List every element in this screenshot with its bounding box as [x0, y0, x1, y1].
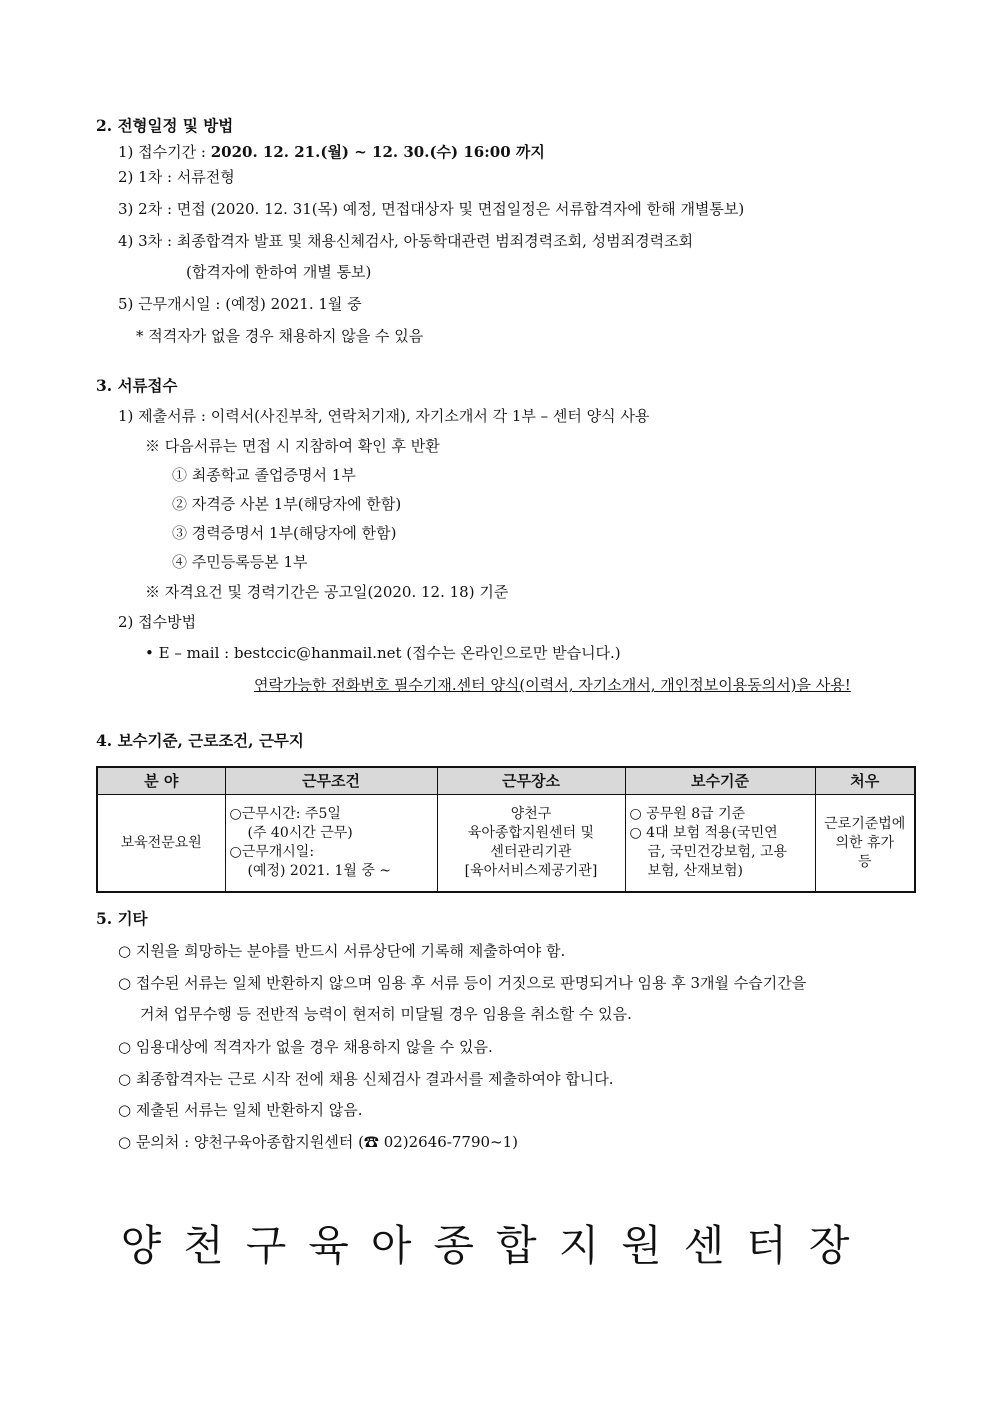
misc-item-continued: 거쳐 업무수행 등 전반적 능력이 현저히 미달될 경우 임용을 취소할 수 있음. — [140, 1005, 632, 1023]
table-row — [97, 795, 915, 893]
benefits-line: 의한 휴가 — [835, 834, 895, 851]
location-line: [육아서비스제공기관] — [464, 863, 598, 879]
conditions-line: ○근무개시일: — [229, 844, 315, 860]
header-pay: 보수기준 — [625, 767, 815, 795]
email-line: • E – mail : bestccic@hanmail.net (접수는 온라인으로만 받습니다.) — [145, 644, 621, 662]
document-item: ④ 주민등록등본 1부 — [172, 553, 308, 571]
pay-line: ○ 4대 보험 적용(국민연 — [629, 825, 778, 841]
section-5-heading: 5. 기타 — [96, 909, 148, 928]
misc-item: ○ 최종합격자는 근로 시작 전에 채용 신체검사 결과서를 제출하여야 합니다. — [118, 1070, 614, 1088]
misc-item: ○ 접수된 서류는 일체 반환하지 않으며 임용 후 서류 등이 거짓으로 판명되거나 임용 후 3개월 수습기간을 — [118, 974, 807, 992]
application-period-label: 1) 접수기간 : — [118, 143, 206, 161]
benefits-cell — [815, 795, 915, 893]
submission-method: 2) 접수방법 — [118, 613, 197, 631]
contact-item: ○ 문의처 : 양천구육아종합지원센터 (☎ 02)2646-7790~1) — [118, 1133, 519, 1151]
issuer-signature: 양천구육아종합지원센터장 — [120, 1221, 872, 1270]
field-cell: 보육전문요원 — [97, 795, 225, 893]
section-2-note: * 적격자가 없을 경우 채용하지 않을 수 있음 — [136, 327, 424, 345]
header-location: 근무장소 — [437, 767, 625, 795]
document-item: ② 자격증 사본 1부(해당자에 한함) — [172, 495, 402, 513]
section-3-heading: 3. 서류접수 — [96, 376, 178, 395]
second-stage: 3) 2차 : 면접 (2020. 12. 31(목) 예정, 면접대상자 및 면접일정은 서류합격자에 한해 개별통보) — [118, 200, 745, 218]
third-stage: 4) 3차 : 최종합격자 발표 및 채용신체검사, 아동학대관련 범죄경력조회, 성범죄경력조회 — [118, 232, 694, 250]
header-field: 분 야 — [97, 767, 225, 795]
header-benefits: 처우 — [815, 767, 915, 795]
header-conditions: 근무조건 — [225, 767, 437, 795]
conditions-line: ○근무시간: 주5일 — [229, 806, 341, 822]
required-documents: 1) 제출서류 : 이력서(사진부착, 연락처기재), 자기소개서 각 1부 – 센터 양식 사용 — [118, 407, 650, 425]
conditions-cell — [225, 795, 437, 893]
compensation-table — [96, 766, 916, 893]
location-cell — [437, 795, 625, 893]
location-line: 양천구 — [510, 806, 552, 822]
application-period-value: 2020. 12. 21.(월) ~ 12. 30.(수) 16:00 까지 — [210, 143, 545, 161]
start-date: 5) 근무개시일 : (예정) 2021. 1월 중 — [118, 295, 362, 313]
document-item: ③ 경력증명서 1부(해당자에 한함) — [172, 524, 397, 542]
location-line: 육아종합지원센터 및 — [467, 825, 595, 841]
pay-line: 금, 국민건강보험, 고용 — [647, 844, 788, 860]
benefits-line: 근로기준법에 — [824, 815, 906, 832]
conditions-line: (주 40시간 근무) — [247, 825, 353, 841]
misc-item: ○ 지원을 희망하는 분야를 반드시 서류상단에 기록해 제출하여야 함. — [118, 942, 566, 960]
misc-item: ○ 임용대상에 적격자가 없을 경우 채용하지 않을 수 있음. — [118, 1038, 493, 1056]
section-2-heading: 2. 전형일정 및 방법 — [96, 116, 234, 135]
application-period — [118, 142, 545, 162]
documents-return-note: ※ 다음서류는 면접 시 지참하여 확인 후 반환 — [145, 437, 440, 455]
first-stage: 2) 1차 : 서류전형 — [118, 168, 235, 186]
pay-cell — [625, 795, 815, 893]
pay-line: 보험, 산재보험) — [647, 863, 744, 879]
section-4-heading: 4. 보수기준, 근로조건, 근무지 — [96, 731, 304, 750]
table-header-row — [97, 767, 915, 795]
qualification-basis-note: ※ 자격요건 및 경력기간은 공고일(2020. 12. 18) 기준 — [145, 583, 509, 601]
third-stage-note: (합격자에 한하여 개별 통보) — [186, 263, 372, 281]
misc-item: ○ 제출된 서류는 일체 반환하지 않음. — [118, 1101, 363, 1119]
email-note: 연락가능한 전화번호 필수기재.센터 양식(이력서, 자기소개서, 개인정보이용동의서)을 사용! — [254, 676, 851, 694]
benefits-line: 등 — [857, 853, 872, 870]
document-item: ① 최종학교 졸업증명서 1부 — [172, 466, 356, 484]
conditions-line: (예정) 2021. 1월 중 ~ — [247, 863, 392, 879]
pay-line: ○ 공무원 8급 기준 — [629, 806, 746, 822]
location-line: 센터관리기관 — [490, 844, 572, 860]
